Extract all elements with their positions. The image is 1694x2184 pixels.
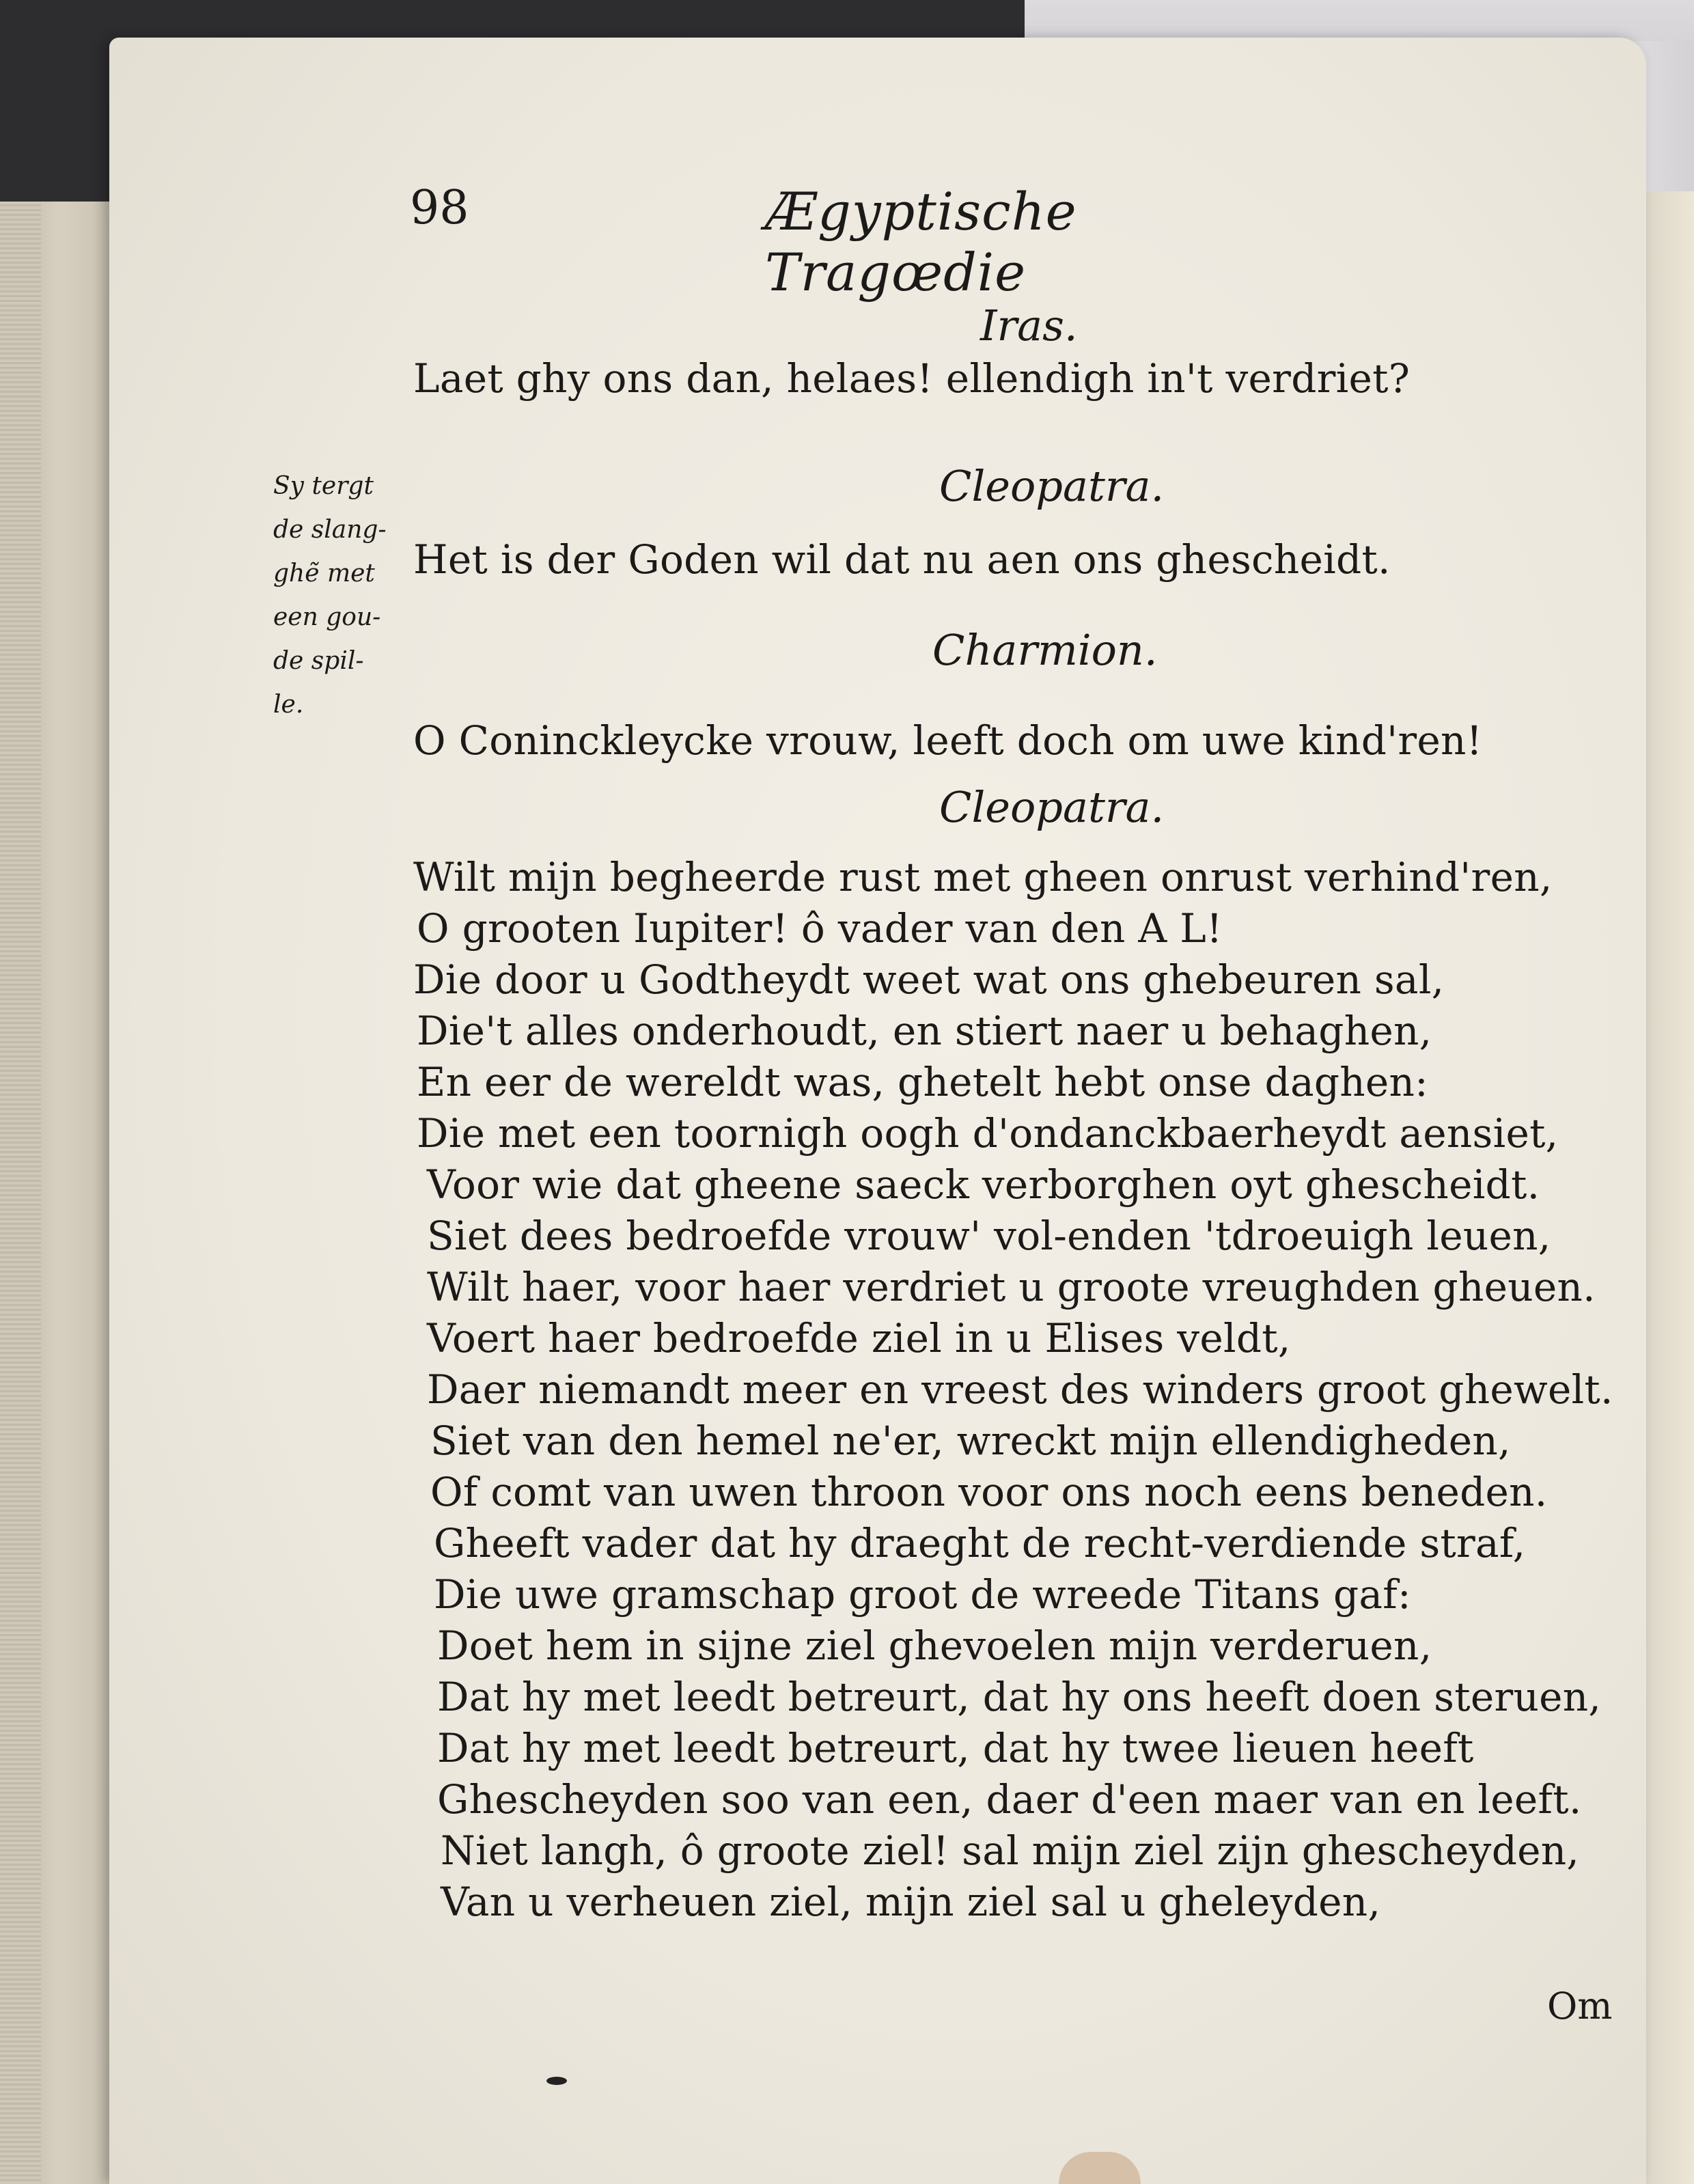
- page-header: [410, 181, 1325, 303]
- verse-line: Niet langh, ô groote ziel! sal mijn ziel zijn ghescheyden,: [441, 1827, 1580, 1874]
- verse-line: Die met een toornigh oogh d'ondanckbaerheydt aensiet,: [417, 1110, 1559, 1157]
- verse-line: Dat hy met leedt betreurt, dat hy ons heeft doen steruen,: [437, 1674, 1602, 1720]
- verse-line: En eer de wereldt was, ghetelt hebt onse daghen:: [417, 1059, 1429, 1105]
- margin-note: [273, 465, 417, 727]
- verse-line: Dat hy met leedt betreurt, dat hy twee lieuen heeft: [437, 1725, 1474, 1771]
- verse-line: Siet dees bedroefde vrouw' vol-enden 'tdroeuigh leuen,: [427, 1213, 1551, 1259]
- verse-line: Voor wie dat gheene saeck verborghen oyt ghescheidt.: [427, 1161, 1540, 1208]
- catchword: Om: [1547, 1985, 1613, 2028]
- margin-note-line: ghẽ met: [273, 559, 375, 588]
- page-number: 98: [410, 181, 469, 235]
- speaker-name: Charmion.: [932, 625, 1158, 675]
- verse-line: Doet hem in sijne ziel ghevoelen mijn verderuen,: [437, 1622, 1432, 1669]
- verse-line: Die't alles onderhoudt, en stiert naer u behaghen,: [417, 1008, 1432, 1054]
- verse-line: Siet van den hemel ne'er, wreckt mijn ellendigheden,: [430, 1418, 1511, 1464]
- verse-line: Gheeft vader dat hy draeght de recht-verdiende straf,: [434, 1520, 1526, 1566]
- verse-line: Ghescheyden soo van een, daer d'een maer van en leeft.: [437, 1776, 1582, 1823]
- verse-line: Het is der Goden wil dat nu aen ons ghescheidt.: [413, 536, 1391, 583]
- verse-line: Die door u Godtheydt weet wat ons ghebeuren sal,: [413, 956, 1445, 1003]
- margin-note-line: de slang-: [273, 516, 387, 544]
- verse-line: Daer niemandt meer en vreest des winders groot ghewelt.: [427, 1366, 1613, 1413]
- verse-line: Of comt van uwen throon voor ons noch eens beneden.: [430, 1469, 1548, 1515]
- speaker-name: Cleopatra.: [939, 461, 1165, 511]
- verse-line: O Coninckleycke vrouw, leeft doch om uwe kind'ren!: [413, 717, 1483, 764]
- page-edges: [0, 202, 41, 2184]
- ink-smudge: [546, 2077, 567, 2085]
- margin-note-line: Sy tergt: [273, 472, 374, 500]
- margin-note-line: de spil-: [273, 647, 364, 675]
- margin-note-line: een gou-: [273, 603, 381, 631]
- verse-line: Van u verheuen ziel, mijn ziel sal u gheleyden,: [441, 1879, 1381, 1925]
- verse-line: Wilt mijn begheerde rust met gheen onrust verhind'ren,: [413, 854, 1553, 900]
- verse-line: Laet ghy ons dan, helaes! ellendigh in't verdriet?: [413, 355, 1411, 402]
- verse-text: O grooten Iupiter! ô vader van den A L!: [417, 905, 1223, 952]
- speaker-name: Iras.: [980, 301, 1078, 350]
- book-page-stack: [0, 202, 116, 2184]
- margin-note-line: le.: [273, 691, 304, 719]
- verse-line: Wilt haer, voor haer verdriet u groote vreughden gheuen.: [427, 1264, 1596, 1310]
- verse-line: Voert haer bedroefde ziel in u Elises veldt,: [427, 1315, 1291, 1361]
- running-title: Ægyptische Tragœdie: [765, 181, 1077, 303]
- verse-line: Die uwe gramschap groot de wreede Titans gaf:: [434, 1571, 1411, 1618]
- speaker-name: Cleopatra.: [939, 782, 1165, 832]
- verse-line: [417, 905, 1223, 952]
